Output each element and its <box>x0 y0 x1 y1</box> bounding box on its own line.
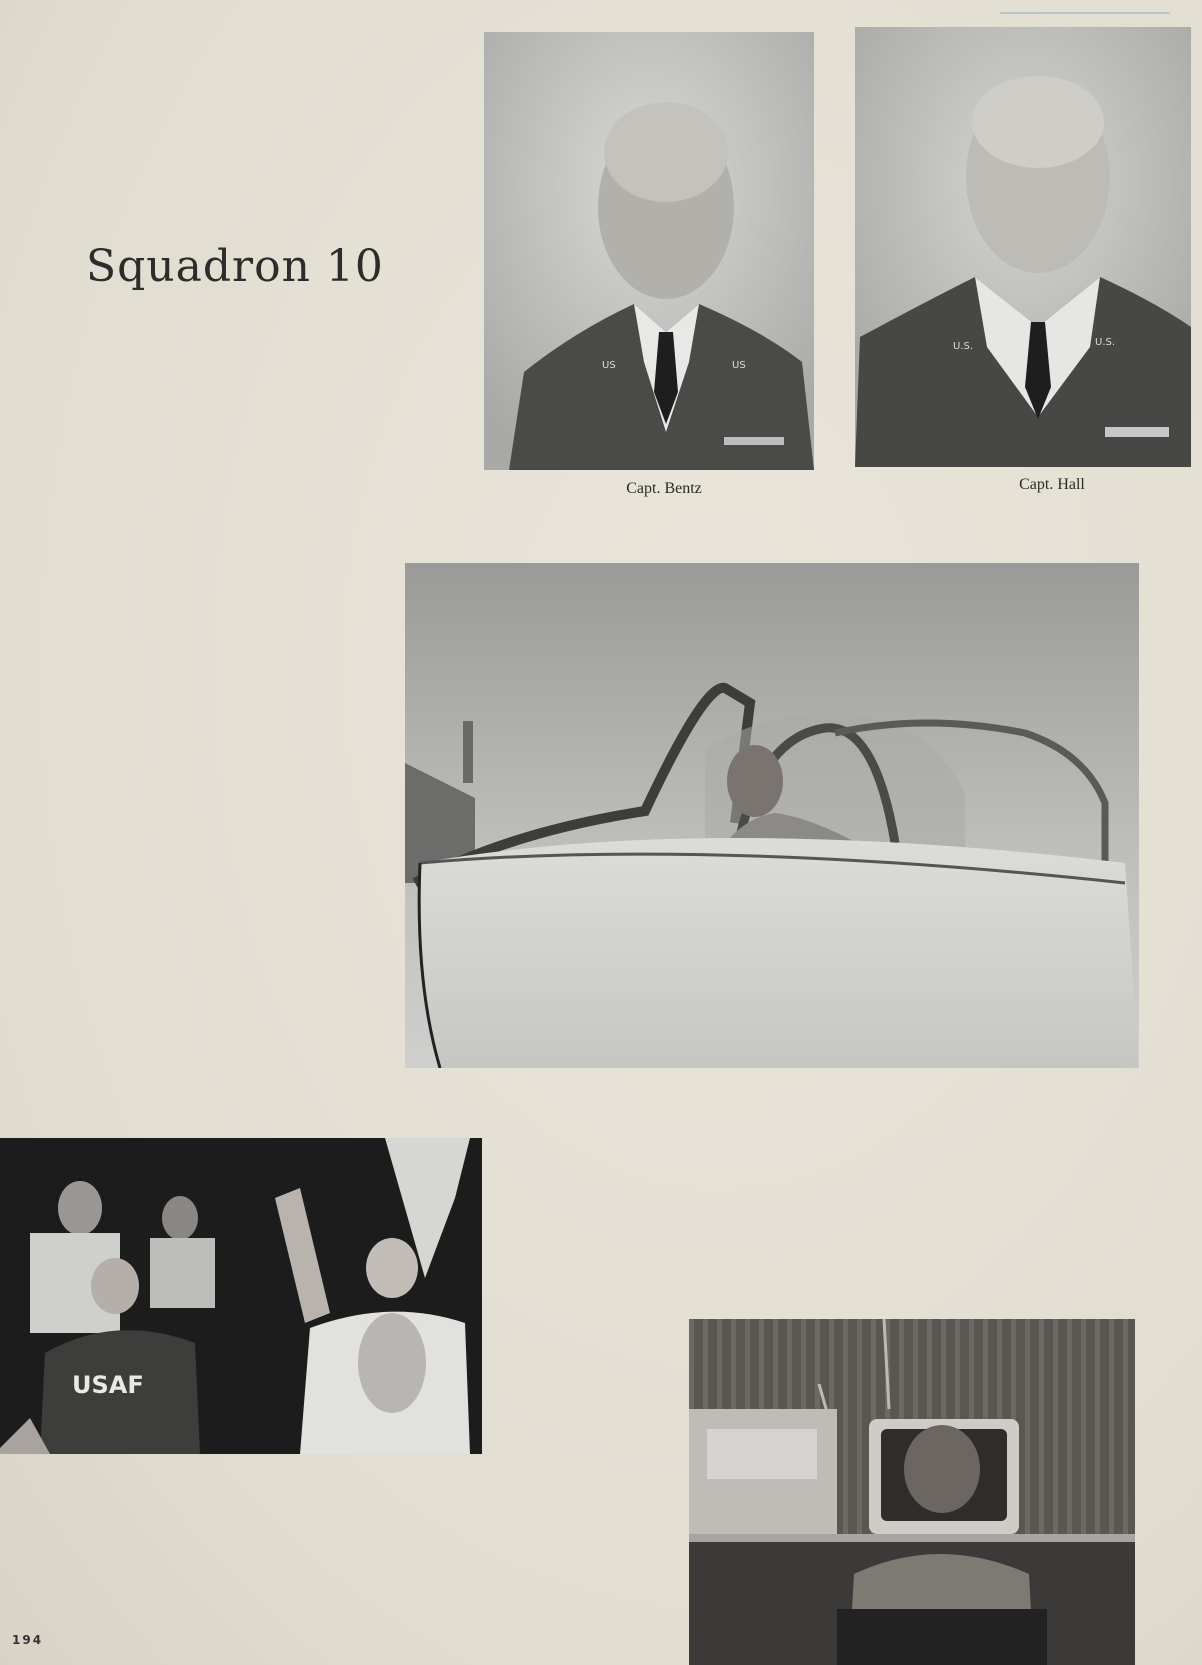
usaf-shirt-text: USAF <box>72 1371 144 1399</box>
svg-text:US: US <box>602 360 616 371</box>
portrait-caption-bentz: Capt. Bentz <box>626 480 702 497</box>
cheering-cadets-photo <box>0 1138 482 1454</box>
svg-text:U.S.: U.S. <box>1095 337 1116 348</box>
svg-text:U.S.: U.S. <box>953 341 974 352</box>
page-title: Squadron 10 <box>86 241 384 293</box>
portrait-photo-hall <box>855 27 1191 467</box>
page-number: 194 <box>12 1633 44 1647</box>
cockpit-photo <box>405 563 1139 1068</box>
portrait-photo-bentz <box>484 32 814 470</box>
top-rule <box>1000 12 1170 14</box>
cadet-television-photo <box>689 1319 1135 1665</box>
portrait-caption-hall: Capt. Hall <box>1019 476 1085 493</box>
svg-text:US: US <box>732 360 746 371</box>
